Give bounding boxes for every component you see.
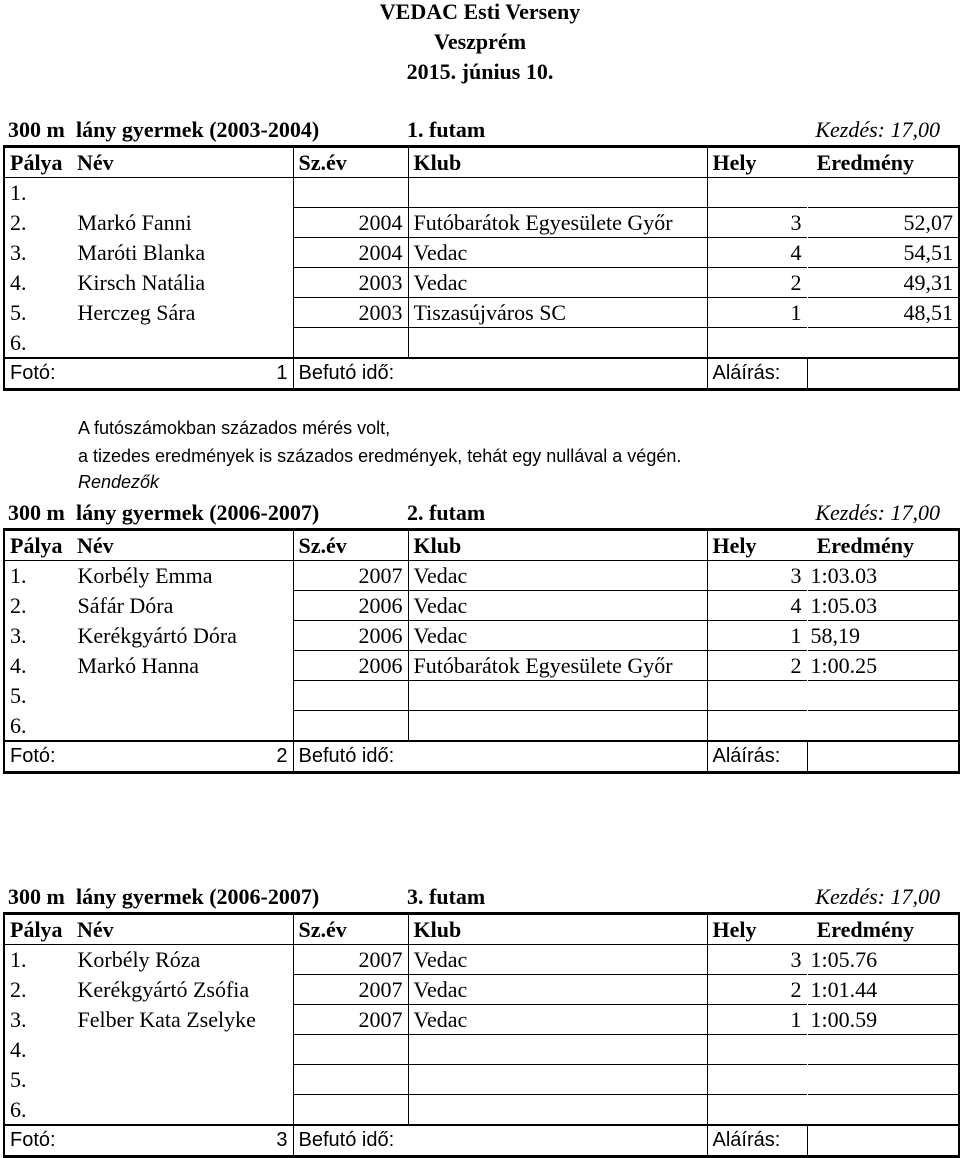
- place-cell: 3: [707, 561, 807, 591]
- result-cell: [807, 1035, 959, 1065]
- column-header-club: Klub: [408, 147, 707, 178]
- race-distance: 300 m: [8, 500, 65, 525]
- lane-cell: 6.: [4, 328, 72, 359]
- place-cell: 1: [707, 1005, 807, 1035]
- table-row: [4, 1065, 959, 1095]
- birth-year-cell: 2004: [293, 208, 408, 238]
- place-cell: [707, 1065, 807, 1095]
- birth-year-cell: [293, 328, 408, 359]
- table-row: [4, 711, 959, 742]
- event-date: 2015. június 10.: [406, 59, 554, 84]
- place-cell: [707, 681, 807, 711]
- table-row: [4, 178, 959, 208]
- lane-cell: 3.: [4, 621, 72, 651]
- table-footer-row: [4, 741, 959, 773]
- athlete-name-cell: Markó Fanni: [77, 210, 192, 235]
- athlete-name-cell: Maróti Blanka: [77, 240, 206, 265]
- birth-year-cell: 2003: [293, 268, 408, 298]
- birth-year-cell: 2006: [293, 591, 408, 621]
- column-header-year: Sz.év: [293, 530, 408, 561]
- athlete-name-cell: [72, 1065, 293, 1095]
- result-cell: 49,31: [807, 268, 959, 298]
- race-start-time: Kezdés: 17,00: [815, 884, 940, 909]
- athlete-name-cell: Korbély Emma: [72, 561, 293, 591]
- club-cell: Tiszasújváros SC: [408, 298, 707, 328]
- table-row: [4, 681, 959, 711]
- result-cell: [807, 328, 959, 359]
- column-header-club: Klub: [408, 530, 707, 561]
- lane-cell: 2.: [4, 591, 72, 621]
- club-cell: Vedac: [408, 1005, 707, 1035]
- lane-cell: 2.: [4, 975, 72, 1005]
- athlete-name-cell: Korbély Róza: [72, 945, 293, 975]
- place-cell: 2: [707, 268, 807, 298]
- athlete-name-cell: [72, 178, 293, 208]
- place-cell: 1: [707, 621, 807, 651]
- results-table: [3, 528, 960, 774]
- result-cell: 58,19: [807, 621, 959, 651]
- table-footer-row: [4, 358, 959, 390]
- athlete-name-cell: Herczeg Sára: [77, 300, 196, 325]
- table-row: [4, 561, 959, 591]
- athlete-name-cell: [72, 1035, 293, 1065]
- birth-year-cell: 2006: [293, 651, 408, 681]
- athlete-name-cell: Felber Kata Zselyke: [77, 1007, 256, 1032]
- birth-year-cell: 2004: [293, 238, 408, 268]
- birth-year-cell: 2006: [293, 621, 408, 651]
- athlete-name-cell: [72, 711, 293, 742]
- club-cell: Vedac: [408, 238, 707, 268]
- place-cell: 3: [707, 945, 807, 975]
- column-header-name: Név: [72, 914, 293, 945]
- lane-cell: 5.: [4, 298, 72, 328]
- finish-time-value: [408, 358, 707, 390]
- club-cell: Futóbarátok Egyesülete Győr: [408, 208, 707, 238]
- club-cell: Vedac: [408, 561, 707, 591]
- note-line-2: a tizedes eredmények is százados eredmények, tehát egy nullával a végén.: [78, 446, 682, 466]
- lane-cell: 5.: [4, 1065, 72, 1095]
- table-row: [4, 268, 959, 298]
- lane-cell: 2.: [4, 208, 72, 238]
- photo-number: 1: [72, 358, 293, 390]
- table-row: [4, 238, 959, 268]
- table-row: [4, 328, 959, 359]
- club-cell: [408, 711, 707, 742]
- signature-label: Aláírás:: [707, 741, 807, 773]
- race-block-2: [0, 498, 960, 774]
- result-cell: 1:03.03: [807, 561, 959, 591]
- athlete-name-cell: [72, 328, 293, 359]
- birth-year-cell: [293, 681, 408, 711]
- athlete-name-cell: Sáfár Dóra: [77, 593, 174, 618]
- birth-year-cell: 2007: [293, 1005, 408, 1035]
- finish-time-label: Befutó idő:: [293, 358, 408, 390]
- column-header-name: Név: [72, 530, 293, 561]
- result-cell: 54,51: [807, 238, 959, 268]
- club-cell: [408, 328, 707, 359]
- result-cell: 1:00.25: [807, 651, 959, 681]
- result-cell: [807, 1095, 959, 1126]
- table-row: [4, 621, 959, 651]
- lane-cell: 4.: [4, 651, 72, 681]
- column-header-result: Eredmény: [807, 147, 959, 178]
- place-cell: 2: [707, 975, 807, 1005]
- finish-time-label: Befutó idő:: [293, 1125, 408, 1157]
- signature-value: [807, 741, 959, 773]
- photo-number: 2: [72, 741, 293, 773]
- lane-cell: 6.: [4, 1095, 72, 1126]
- signature-label: Aláírás:: [707, 1125, 807, 1157]
- place-cell: 2: [707, 651, 807, 681]
- club-cell: [408, 1035, 707, 1065]
- race-distance: 300 m: [8, 117, 65, 142]
- place-cell: 4: [707, 238, 807, 268]
- column-header-lane: Pálya: [4, 147, 72, 178]
- photo-label: Fotó:: [4, 1125, 72, 1157]
- birth-year-cell: 2007: [293, 945, 408, 975]
- result-cell: [807, 681, 959, 711]
- note-signature: Rendezők: [78, 472, 160, 492]
- race-distance: 300 m: [8, 884, 65, 909]
- birth-year-cell: [293, 711, 408, 742]
- club-cell: Vedac: [408, 591, 707, 621]
- column-header-place: Hely: [707, 147, 807, 178]
- column-header-name: Név: [72, 147, 293, 178]
- race-category: lány gyermek (2003-2004): [76, 117, 320, 142]
- club-cell: Vedac: [408, 621, 707, 651]
- race-block-1: [0, 115, 960, 391]
- race-heat: 1. futam: [407, 117, 486, 142]
- result-cell: 52,07: [807, 208, 959, 238]
- column-header-place: Hely: [707, 530, 807, 561]
- race-category: lány gyermek (2006-2007): [76, 500, 320, 525]
- finish-time-value: [408, 741, 707, 773]
- race-title: [0, 115, 960, 145]
- result-cell: [807, 711, 959, 742]
- result-cell: 1:05.03: [807, 591, 959, 621]
- column-header-year: Sz.év: [293, 147, 408, 178]
- club-cell: [408, 681, 707, 711]
- table-row: [4, 1095, 959, 1126]
- note-line-1: A futószámokban százados mérés volt,: [78, 418, 391, 438]
- place-cell: 1: [707, 298, 807, 328]
- place-cell: 4: [707, 591, 807, 621]
- lane-cell: 1.: [4, 561, 72, 591]
- lane-cell: 5.: [4, 681, 72, 711]
- race-category: lány gyermek (2006-2007): [76, 884, 320, 909]
- club-cell: [408, 1065, 707, 1095]
- lane-cell: 1.: [4, 178, 72, 208]
- athlete-name-cell: Kirsch Natália: [77, 270, 206, 295]
- place-cell: [707, 328, 807, 359]
- signature-label: Aláírás:: [707, 358, 807, 390]
- result-cell: [807, 1065, 959, 1095]
- lane-cell: 3.: [4, 1005, 72, 1035]
- athlete-name-cell: [72, 1095, 293, 1126]
- race-start-time: Kezdés: 17,00: [815, 117, 940, 142]
- table-row: [4, 1005, 959, 1035]
- column-header-lane: Pálya: [4, 914, 72, 945]
- race-heat: 2. futam: [407, 500, 486, 525]
- table-header-row: [4, 147, 959, 178]
- signature-value: [807, 1125, 959, 1157]
- signature-value: [807, 358, 959, 390]
- lane-cell: 1.: [4, 945, 72, 975]
- event-city: Veszprém: [433, 29, 527, 54]
- table-row: [4, 1035, 959, 1065]
- race-block-3: [0, 882, 960, 1158]
- place-cell: 3: [707, 208, 807, 238]
- column-header-result: Eredmény: [807, 914, 959, 945]
- lane-cell: 3.: [4, 238, 72, 268]
- club-cell: Vedac: [408, 945, 707, 975]
- table-row: [4, 975, 959, 1005]
- race-title: [0, 882, 960, 912]
- birth-year-cell: [293, 1035, 408, 1065]
- column-header-club: Klub: [408, 914, 707, 945]
- place-cell: [707, 178, 807, 208]
- table-header-row: [4, 914, 959, 945]
- club-cell: Vedac: [408, 975, 707, 1005]
- column-header-lane: Pálya: [4, 530, 72, 561]
- club-cell: [408, 1095, 707, 1126]
- event-title: VEDAC Esti Verseny: [379, 0, 581, 24]
- results-table: [3, 912, 960, 1158]
- results-table: [3, 145, 960, 391]
- athlete-name-cell: Markó Hanna: [77, 653, 200, 678]
- result-cell: 1:01.44: [807, 975, 959, 1005]
- photo-label: Fotó:: [4, 741, 72, 773]
- birth-year-cell: 2003: [293, 298, 408, 328]
- athlete-name-cell: Kerékgyártó Dóra: [77, 623, 237, 648]
- athlete-name-cell: [72, 681, 293, 711]
- race-heat: 3. futam: [407, 884, 486, 909]
- lane-cell: 4.: [4, 1035, 72, 1065]
- race-title: [0, 498, 960, 528]
- result-cell: [807, 178, 959, 208]
- birth-year-cell: 2007: [293, 975, 408, 1005]
- result-cell: 48,51: [807, 298, 959, 328]
- table-header-row: [4, 530, 959, 561]
- finish-time-label: Befutó idő:: [293, 741, 408, 773]
- birth-year-cell: [293, 178, 408, 208]
- lane-cell: 6.: [4, 711, 72, 742]
- birth-year-cell: 2007: [293, 561, 408, 591]
- finish-time-value: [408, 1125, 707, 1157]
- place-cell: [707, 1095, 807, 1126]
- birth-year-cell: [293, 1065, 408, 1095]
- table-footer-row: [4, 1125, 959, 1157]
- result-cell: 1:00.59: [807, 1005, 959, 1035]
- column-header-year: Sz.év: [293, 914, 408, 945]
- column-header-result: Eredmény: [807, 530, 959, 561]
- table-row: [4, 591, 959, 621]
- race-start-time: Kezdés: 17,00: [815, 500, 940, 525]
- table-row: [4, 945, 959, 975]
- place-cell: [707, 711, 807, 742]
- place-cell: [707, 1035, 807, 1065]
- club-cell: [408, 178, 707, 208]
- club-cell: Futóbarátok Egyesülete Győr: [408, 651, 707, 681]
- table-row: [4, 298, 959, 328]
- photo-label: Fotó:: [4, 358, 72, 390]
- table-row: [4, 208, 959, 238]
- lane-cell: 4.: [4, 268, 72, 298]
- table-row: [4, 651, 959, 681]
- birth-year-cell: [293, 1095, 408, 1126]
- result-cell: 1:05.76: [807, 945, 959, 975]
- athlete-name-cell: Kerékgyártó Zsófia: [77, 977, 250, 1002]
- club-cell: Vedac: [408, 268, 707, 298]
- photo-number: 3: [72, 1125, 293, 1157]
- column-header-place: Hely: [707, 914, 807, 945]
